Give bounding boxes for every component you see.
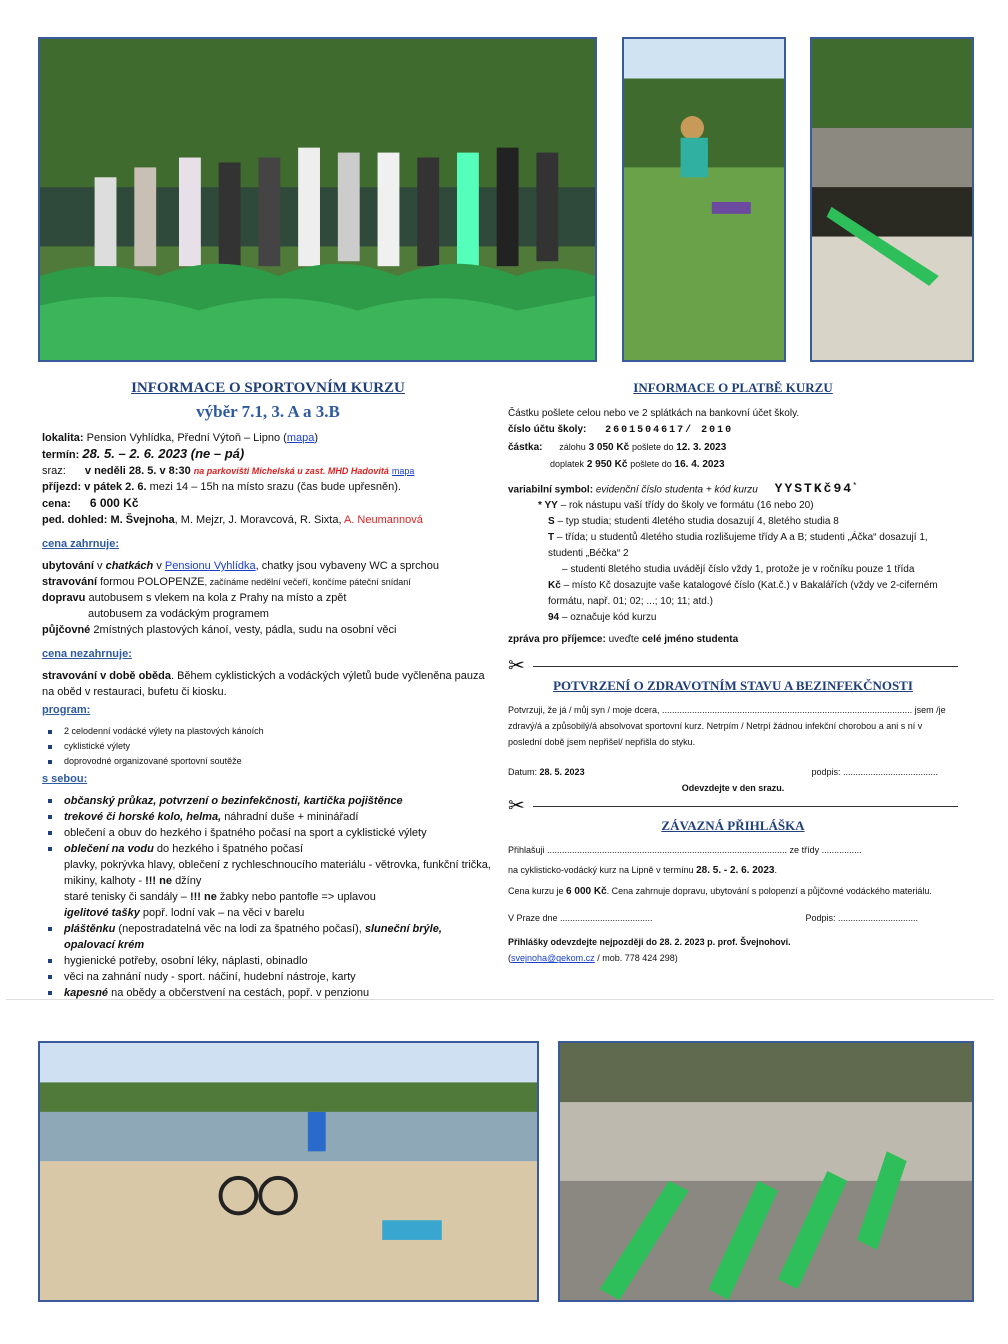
bring-text: !!! ne xyxy=(189,891,217,903)
payment-intro: Částku pošlete celou nebo ve 2 splátkách na bankovní účet školy. xyxy=(508,408,800,419)
canoe-weir-photo xyxy=(810,37,974,362)
application-price: 6 000 Kč xyxy=(566,886,607,898)
group-photo xyxy=(38,37,597,362)
deadline-note: Přihlášky odevzdejte nejpozději do 28. 2. 2023 p. prof. Švejnohovi. xyxy=(508,937,791,948)
lokalita-label: lokalita: xyxy=(42,432,84,444)
program-list xyxy=(42,724,494,769)
excludes-heading: cena nezahrnuje: xyxy=(42,648,132,660)
email-link[interactable]: svejnoha@gekom.cz xyxy=(511,953,595,964)
dohled-main: M. Švejnoha xyxy=(110,514,175,526)
dohled-label: ped. dohled: xyxy=(42,514,108,526)
list-item xyxy=(64,809,494,825)
prijezd-day: v pátek 2. 6. xyxy=(84,481,147,493)
account-number: 2601504617/ 2010 xyxy=(605,425,734,436)
list-item xyxy=(64,953,494,969)
bring-text: igelitové tašky xyxy=(64,907,140,919)
legend-text: – typ studia; studenti 4letého studia dosazují 4, 8letého studia 8 xyxy=(557,516,839,528)
divider xyxy=(6,999,994,1000)
includes-transport-2: autobusem za vodáckým programem xyxy=(88,608,269,620)
bring-text: staré tenisky či sandály – xyxy=(64,891,187,903)
scissors-icon: ✂ xyxy=(508,655,525,678)
vs-row: variabilní symbol: evidenční číslo studenta + kód kurzu YYSTKč94* xyxy=(508,480,857,497)
bring-text: do hezkého i špatného počasí xyxy=(156,843,304,855)
list-item xyxy=(64,841,494,921)
application-line-2: na cyklisticko-vodácký kurz na Lipně v termínu 28. 5. - 2. 6. 2023. xyxy=(508,865,777,877)
message-label: zpráva pro příjemce: xyxy=(508,634,606,646)
date-value: 28. 5. 2023 xyxy=(539,767,585,778)
vs-text: evidenční číslo studenta + kód kurzu xyxy=(595,484,758,496)
amount-date: 16. 4. 2023 xyxy=(674,459,725,470)
list-item: 2 celodenní vodácké výlety na plastových kánoích xyxy=(64,724,494,739)
amount-value: 3 050 Kč xyxy=(588,442,630,453)
amount-label: částka: xyxy=(508,442,543,453)
map-link[interactable]: mapa xyxy=(286,432,315,444)
health-heading: POTVRZENÍ O ZDRAVOTNÍM STAVU A BEZINFEKČNOSTI xyxy=(553,678,913,694)
inc-label: půjčovné xyxy=(42,624,91,636)
account-row xyxy=(508,422,958,439)
legend-key: S xyxy=(548,516,555,528)
bring-text: džíny xyxy=(175,875,202,887)
bring-text: (nepostradatelná věc na lodi za špatného počasí), xyxy=(118,923,362,935)
vs-code: YYSTKč94 xyxy=(774,481,854,497)
inc-label: stravování xyxy=(42,576,98,588)
inc-text: autobusem s vlekem na kola z Prahy na místo a zpět xyxy=(88,592,347,604)
inc-text: v xyxy=(156,560,162,572)
amount-date: 12. 3. 2023 xyxy=(676,442,727,453)
bring-text: žabky nebo pantofle => uplavou xyxy=(219,891,376,903)
application-signature: Podpis: ................................ xyxy=(805,913,918,924)
hand-in-note: Odevzdejte v den srazu. xyxy=(681,783,785,794)
inc-text: , chatky jsou vybaveny WC a sprchou xyxy=(255,560,440,572)
rapids-photo xyxy=(558,1041,974,1302)
amount-text: pošlete do xyxy=(631,442,674,452)
jump-photo xyxy=(622,37,786,362)
application-text: na cyklisticko-vodácký kurz na Lipně v termínu xyxy=(508,865,694,876)
application-sign-row xyxy=(508,910,958,926)
includes-transport xyxy=(42,590,494,606)
bring-heading: s sebou: xyxy=(42,773,88,785)
legend-key: * YY xyxy=(538,500,558,512)
inc-text: formou POLOPENZE xyxy=(100,576,205,588)
bring-text: !!! ne xyxy=(145,875,172,887)
application-place-date: V Praze dne ..................................... xyxy=(508,913,653,924)
cena-value: 6 000 Kč xyxy=(89,496,139,510)
list-item xyxy=(64,825,494,841)
page-title: INFORMACE O SPORTOVNÍM KURZU xyxy=(131,380,405,396)
program-heading: program: xyxy=(42,704,91,716)
inc-text: , začínáme nedělní večeří, končíme páteční snídaní xyxy=(204,577,411,587)
application-line-1: Přihlašuji ................................................................................................ ze třídy ................ xyxy=(508,845,862,856)
application-text: Cena kurzu je xyxy=(508,886,564,897)
bring-text: kapesné xyxy=(64,987,109,999)
prijezd-time: mezi 14 – 15h na místo srazu (čas bude upřesněn). xyxy=(149,481,401,493)
beach-photo xyxy=(38,1041,539,1302)
bring-text: popř. lodní vak – na věci v barelu xyxy=(142,907,305,919)
sraz-time: v neděli 28. 5. v 8:30 xyxy=(84,465,191,477)
bring-text: na obědy a občerstvení na cestách, popř. v penzionu xyxy=(111,987,370,999)
legend-key: T xyxy=(548,532,555,544)
phone-text: / mob. 778 424 298) xyxy=(597,953,678,964)
health-text: Potvrzuji, že já / můj syn / moje dcera, .................................................................................................... jsem /je zdravý/á a způsobilý/á absolvovat sportovní kurz. Netrpím / Netrpí žádnou infekční chorobou a ani s ní v poslední době jsem nepřišel/ nepřišla do styku. xyxy=(508,705,946,748)
amount-text: doplatek xyxy=(550,459,585,469)
message-row xyxy=(508,632,958,648)
signature-field: podpis: ...................................... xyxy=(811,767,938,778)
cut-line xyxy=(508,655,958,678)
bring-text: pláštěnku xyxy=(64,923,116,935)
legend-key: Kč xyxy=(548,580,561,592)
contact-row: (svejnoha@gekom.cz / mob. 778 424 298) xyxy=(508,953,678,964)
list-item xyxy=(64,921,494,953)
legend-text: – studenti 8letého studia uvádějí číslo vždy 1, protože je v ročníku pouze 1 třída xyxy=(562,564,915,576)
bring-text: občanský průkaz, potvrzení o bezinfekčnosti, kartička pojištěnce xyxy=(64,795,403,807)
payment-heading: INFORMACE O PLATBĚ KURZU xyxy=(633,380,833,395)
payment-column xyxy=(508,380,958,966)
amount-row-2 xyxy=(508,456,958,473)
inc-text: chatkách xyxy=(105,560,154,572)
dohled-red: A. Neumannová xyxy=(343,514,423,526)
cena-label: cena: xyxy=(42,498,71,510)
dohled-others: , M. Mejzr, J. Moravcová, R. Sixta, xyxy=(174,514,342,526)
prijezd-label: příjezd: xyxy=(42,481,82,493)
bring-text: oblečení a obuv do hezkého i špatného počasí na sport a cyklistické výlety xyxy=(64,827,427,839)
sraz-label: sraz: xyxy=(42,465,66,477)
info-prijezd xyxy=(42,479,494,495)
list-item xyxy=(64,969,494,985)
sraz-place: na parkovišti Michelská u zast. MHD Hadovitá xyxy=(193,466,389,476)
legend-text: – místo Kč dosazujte vaše katalogové číslo (Kat.č.) v Bakalářích (vždy ve 2-ciferném formátu, např. 01; 02; ...; 10; 11; atd.) xyxy=(548,580,938,608)
excludes-lunch xyxy=(42,668,494,700)
termin-value: 28. 5. – 2. 6. 2023 (ne – pá) xyxy=(82,446,245,461)
bring-text: hygienické potřeby, osobní léky, náplasti, obinadlo xyxy=(64,955,308,967)
application-heading: ZÁVAZNÁ PŘIHLÁŠKA xyxy=(661,818,805,834)
includes-accommodation xyxy=(42,558,494,574)
list-item xyxy=(64,793,494,809)
legend-text: – označuje kód kurzu xyxy=(561,612,657,624)
info-termin xyxy=(42,446,494,463)
legend-key: 94 xyxy=(548,612,560,624)
date-label: Datum: xyxy=(508,767,538,778)
info-lokalita: lokalita: Pension Vyhlídka, Přední Výtoň – Lipno (mapa) xyxy=(42,432,319,444)
info-sraz xyxy=(42,463,494,479)
message-text: celé jméno studenta xyxy=(642,634,739,646)
bring-text: plavky, pokrývka hlavy, oblečení z rychleschnoucího materiálu - větrovka, funkční trička, mikiny, kalhoty - xyxy=(64,859,491,887)
bring-list xyxy=(42,793,494,1001)
includes-food xyxy=(42,574,494,590)
list-item: doprovodné organizované sportovní soutěže xyxy=(64,754,494,769)
cut-line xyxy=(508,795,958,818)
message-text: uveďte xyxy=(608,634,640,646)
includes-rental xyxy=(42,622,494,638)
amount-row xyxy=(508,439,958,456)
course-info-column xyxy=(42,380,494,1001)
legend-text: – třída; u studentů 4letého studia rozlišujeme třídy A a B; studenti „Áčka“ dosazují 1, studenti „Béčka“ 2 xyxy=(548,532,928,560)
list-item: cyklistické výlety xyxy=(64,739,494,754)
lokalita-value: Pension Vyhlídka, Přední Výtoň – Lipno xyxy=(86,432,281,444)
date-row xyxy=(508,764,958,780)
includes-heading: cena zahrnuje: xyxy=(42,538,120,550)
exc-label: stravování v době oběda xyxy=(42,670,171,682)
vs-legend xyxy=(508,498,958,626)
info-dohled xyxy=(42,512,494,528)
scissors-icon: ✂ xyxy=(508,795,525,818)
termin-label: termín: xyxy=(42,449,80,461)
amount-text: pošlete do xyxy=(630,459,672,469)
info-cena xyxy=(42,495,494,512)
pension-link[interactable]: Pensionu Vyhlídka xyxy=(164,560,256,572)
bring-text: trekové či horské kolo, helma, xyxy=(64,811,222,823)
bring-text: oblečení na vodu xyxy=(64,843,154,855)
inc-label: ubytování xyxy=(42,560,94,572)
sraz-map-link[interactable]: mapa xyxy=(391,466,415,476)
bring-text: věci na zahnání nudy - sport. náčiní, hudební nástroje, karty xyxy=(64,971,356,983)
inc-label: dopravu xyxy=(42,592,86,604)
application-date: 28. 5. - 2. 6. 2023 xyxy=(696,865,775,877)
exc-text: . Během cyklistických a vodáckých výletů bude vyčleněna pauza na oběd v restauraci, bufetu či kiosku. xyxy=(42,670,485,698)
inc-text: v xyxy=(97,560,103,572)
vs-label: variabilní symbol: xyxy=(508,484,594,496)
bring-text: sluneční brýle, opalovací krém xyxy=(64,923,442,951)
bring-text: náhradní duše + mininářadí xyxy=(224,811,359,823)
amount-value: 2 950 Kč xyxy=(586,459,628,470)
account-label: číslo účtu školy: xyxy=(508,424,587,435)
inc-text: 2místných plastových kánoí, vesty, pádla, sudu na osobní věci xyxy=(93,624,397,636)
amount-text: zálohu xyxy=(559,442,586,452)
legend-text: – rok nástupu vaší třídy do školy ve formátu (16 nebo 20) xyxy=(560,500,814,512)
page-subtitle: výběr 7.1, 3. A a 3.B xyxy=(196,402,340,421)
application-line-3 xyxy=(508,883,958,900)
application-text: . Cena zahrnuje dopravu, ubytování s polopenzí a půjčovné vodáckého materiálu. xyxy=(606,886,932,897)
